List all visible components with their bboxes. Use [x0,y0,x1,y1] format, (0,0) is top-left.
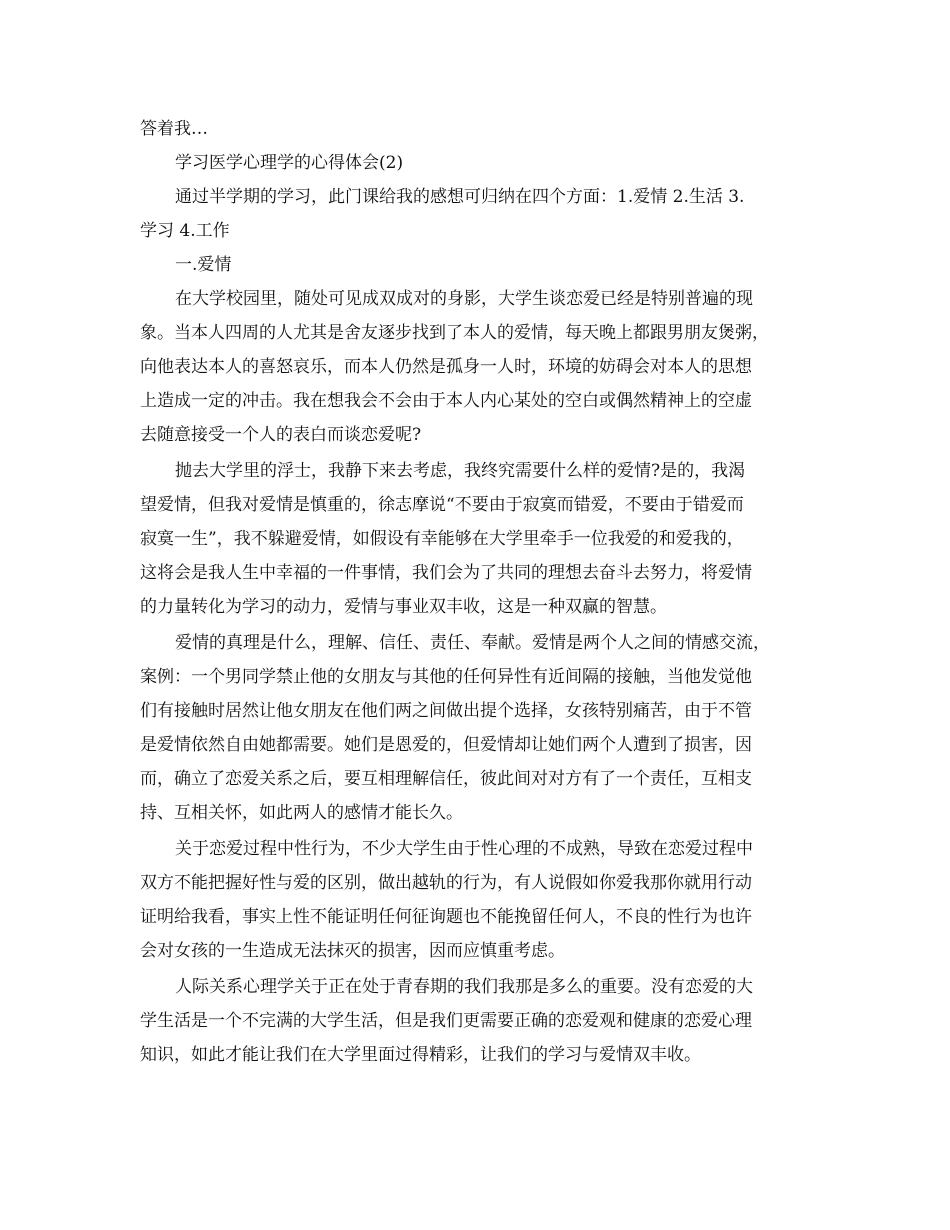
text-line: 答着我… [140,119,208,139]
text-line: 望爱情，但我对爱情是慎重的，徐志摩说“不要由于寂寞而错爱，不要由于错爱而 [140,495,744,515]
text-line: 通过半学期的学习，此门课给我的感想可归纳在四个方面：1.爱情 2.生活 3. [175,187,745,207]
text-line: 抛去大学里的浮士，我静下来去考虑，我终究需要什么样的爱情?是的，我渴 [175,461,746,481]
text-line: 象。当本人四周的人尤其是舍友逐步找到了本人的爱情，每天晚上都跟男朋友煲粥， [140,323,769,343]
text-line: 持、互相关怀，如此两人的感情才能长久。 [140,803,463,823]
text-line: 去随意接受一个人的表白而谈恋爱呢? [140,425,422,445]
text-line: 寂寞一生”，我不躲避爱情，如假设有幸能够在大学里牵手一位我爱的和爱我的， [140,529,744,549]
text-line: 这将会是我人生中幸福的一件事情，我们会为了共同的理想去奋斗去努力，将爱情 [140,563,752,583]
text-line: 在大学校园里，随处可见成双成对的身影，大学生谈恋爱已经是特别普遍的现 [175,289,753,309]
text-line: 上造成一定的冲击。我在想我会不会由于本人内心某处的空白或偶然精神上的空虚 [140,391,752,411]
text-line: 会对女孩的一生造成无法抹灭的损害，因而应慎重考虑。 [140,941,565,961]
text-line: 案例：一个男同学禁止他的女朋友与其他的任何异性有近间隔的接触，当他发觉他 [140,667,752,687]
section-title: 学习医学心理学的心得体会(2) [175,153,404,173]
text-line: 人际关系心理学关于正在处于青春期的我们我那是多么的重要。没有恋爱的大 [175,977,753,997]
text-line: 学习 4.工作 [140,221,230,241]
text-line: 向他表达本人的喜怒哀乐，而本人仍然是孤身一人时，环境的妨碍会对本人的思想 [140,357,752,377]
text-line: 双方不能把握好性与爱的区别，做出越轨的行为，有人说假如你爱我那你就用行动 [140,873,752,893]
text-line: 是爱情依然自由她都需要。她们是恩爱的，但爱情却让她们两个人遭到了损害，因 [140,735,752,755]
section-heading: 一.爱情 [175,255,232,275]
text-line: 的力量转化为学习的动力，爱情与事业双丰收，这是一种双赢的智慧。 [140,597,667,617]
text-line: 学生活是一个不完满的大学生活，但是我们更需要正确的恋爱观和健康的恋爱心理 [140,1011,752,1031]
text-line: 证明给我看，事实上性不能证明任何征询题也不能挽留任何人，不良的性行为也许 [140,907,752,927]
text-line: 们有接触时居然让他女朋友在他们两之间做出提个选择，女孩特别痛苦，由于不管 [140,701,752,721]
document-page [140,112,816,1072]
text-line: 知识，如此才能让我们在大学里面过得精彩，让我们的学习与爱情双丰收。 [140,1045,701,1065]
text-line: 而，确立了恋爱关系之后，要互相理解信任，彼此间对对方有了一个责任，互相支 [140,769,752,789]
text-line: 爱情的真理是什么，理解、信任、责任、奉献。爱情是两个人之间的情感交流， [175,633,770,653]
text-line: 关于恋爱过程中性行为，不少大学生由于性心理的不成熟，导致在恋爱过程中 [175,839,753,859]
